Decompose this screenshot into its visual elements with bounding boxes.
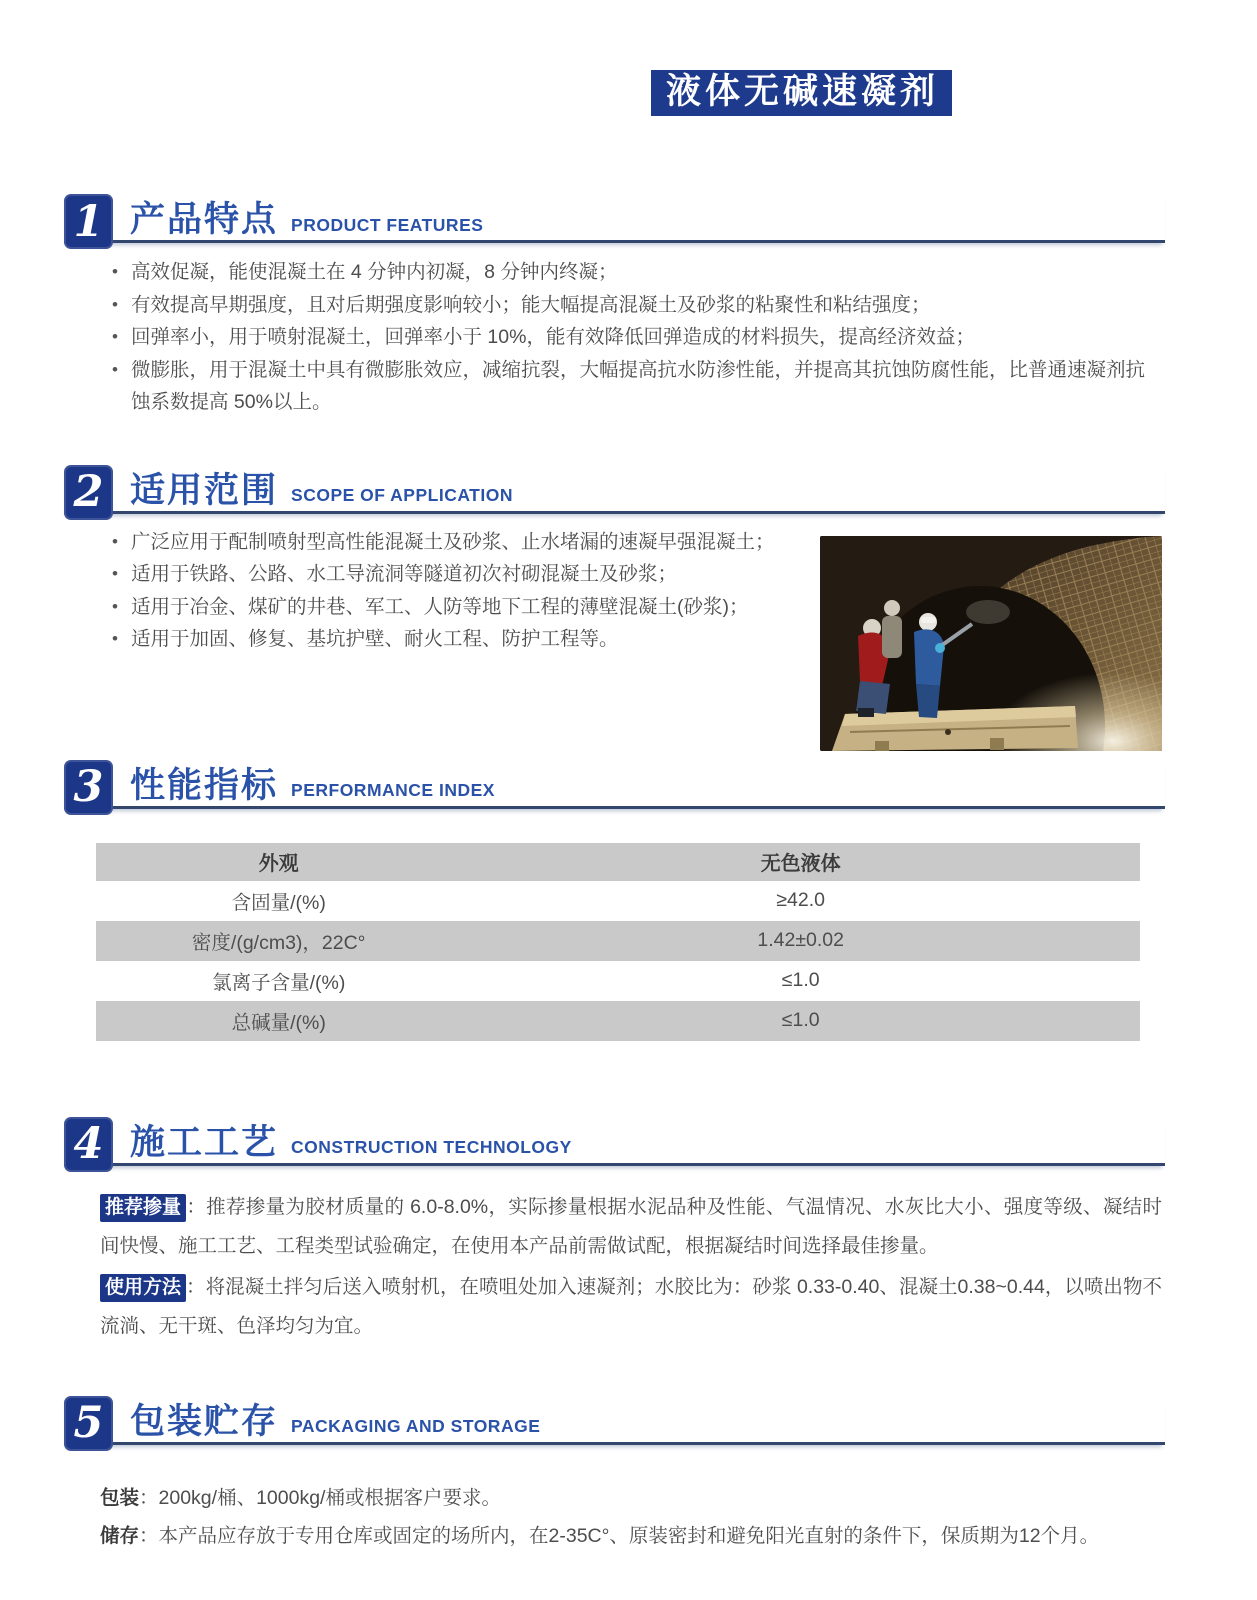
table-row: [96, 841, 1140, 881]
recommended-dosage-badge: 推荐掺量: [100, 1194, 186, 1222]
bullet-item: • 适用于冶金、煤矿的井巷、军工、人防等地下工程的薄壁混凝土(砂浆)；: [112, 591, 820, 624]
tunnel-shotcrete-photo: [820, 536, 1162, 751]
section-1-bullet-list: [112, 256, 1162, 419]
section-3-title-zh: 性能指标: [130, 765, 279, 805]
spec-value-cell: ≥42.0: [776, 889, 826, 911]
section-2-title-zh: 适用范围: [130, 470, 279, 510]
section-5-title-zh: 包装贮存: [130, 1401, 279, 1441]
usage-method-text: ：将混凝土拌匀后送入喷射机，在喷咀处加入速凝剂；水胶比为：砂浆 0.33-0.40、混凝土0.38~0.44，以喷出物不流淌、无干斑、色泽均匀为宜。: [100, 1275, 1162, 1337]
recommended-dosage-text: ：推荐掺量为胶材质量的 6.0-8.0%，实际掺量根据水泥品种及性能、气温情况、水灰比大小、强度等级、凝结时间快慢、施工工艺、工程类型试验确定，在使用本产品前需做试配，根据凝结时间选择最佳掺量。: [100, 1195, 1162, 1257]
table-row: [96, 1001, 1140, 1041]
bullet-item: • 广泛应用于配制喷射型高性能混凝土及砂浆、止水堵漏的速凝早强混凝土；: [112, 526, 820, 559]
section-2-content: [112, 524, 1162, 751]
section-2-bullet-list: [112, 524, 820, 751]
spec-value-cell: 1.42±0.02: [461, 921, 1140, 961]
section-3-title-en: PERFORMANCE INDEX: [291, 780, 495, 800]
section-1-title-zh: 产品特点: [130, 200, 279, 239]
spec-value-cell: 无色液体: [461, 841, 1140, 881]
section-4-header: [64, 1117, 1165, 1169]
storage-text: ：本产品应存放于专用仓库或固定的场所内，在2-35C°、原装密封和避免阳光直射的条件下，保质期为12个月。: [139, 1524, 1100, 1547]
section-1-header: [64, 194, 1165, 247]
section-5-title-en: PACKAGING AND STORAGE: [291, 1416, 541, 1436]
packaging-text: ：200kg/桶、1000kg/桶或根据客户要求。: [139, 1486, 501, 1509]
packaging-storage-block: [100, 1479, 1162, 1555]
title-row: [0, 0, 1257, 116]
tunnel-scene-illustration: [820, 536, 1162, 751]
bullet-item: • 微膨胀，用于混凝土中具有微膨胀效应，减缩抗裂，大幅提高抗水防渗性能，并提高其抗蚀防腐性能，比普通速凝剂抗蚀系数提高 50%以上。: [112, 354, 1162, 419]
table-row: [96, 881, 1140, 921]
section-4-number-badge: 4: [64, 1117, 113, 1172]
section-2-title-en: SCOPE OF APPLICATION: [291, 485, 513, 505]
bullet-item: • 适用于加固、修复、基坑护壁、耐火工程、防护工程等。: [112, 623, 820, 656]
section-4-title-zh: 施工工艺: [130, 1122, 279, 1162]
section-2-number-badge: 2: [64, 465, 113, 520]
spec-name-cell: 含固量/(%): [231, 891, 326, 914]
section-1-title-en: PRODUCT FEATURES: [291, 214, 484, 235]
packaging-line: [100, 1479, 1162, 1517]
usage-method-badge: 使用方法: [100, 1274, 186, 1302]
table-row: [96, 961, 1140, 1001]
spec-name-cell: 外观: [96, 841, 461, 881]
storage-label: 储存: [100, 1524, 140, 1547]
bullet-item: • 回弹率小，用于喷射混凝土，回弹率小于 10%，能有效降低回弹造成的材料损失，提高经济效益；: [112, 321, 1162, 354]
bullet-item: • 有效提高早期强度，且对后期强度影响较小；能大幅提高混凝土及砂浆的粘聚性和粘结强度；: [112, 289, 1162, 322]
construction-technology-block: [100, 1188, 1162, 1346]
packaging-label: 包装: [100, 1486, 140, 1509]
section-5-header: [64, 1396, 1165, 1448]
spec-name-cell: 密度/(g/cm3)，22C°: [96, 921, 461, 961]
spec-value-cell: ≤1.0: [461, 1001, 1140, 1041]
spec-name-cell: 氯离子含量/(%): [212, 971, 346, 994]
performance-index-table: [96, 839, 1140, 1041]
spec-value-cell: ≤1.0: [781, 969, 820, 991]
storage-line: [100, 1517, 1162, 1555]
recommended-dosage-paragraph: [100, 1188, 1162, 1266]
section-1-number-badge: 1: [64, 194, 113, 249]
section-4-title-en: CONSTRUCTION TECHNOLOGY: [291, 1137, 572, 1157]
bullet-item: • 适用于铁路、公路、水工导流洞等隧道初次衬砌混凝土及砂浆；: [112, 558, 820, 591]
section-3-header: [64, 760, 1165, 812]
section-2-header: [64, 465, 1165, 517]
section-3-number-badge: 3: [64, 760, 113, 815]
usage-method-paragraph: [100, 1268, 1162, 1346]
section-5-number-badge: 5: [64, 1396, 113, 1451]
table-row: [96, 921, 1140, 961]
bullet-item: • 高效促凝，能使混凝土在 4 分钟内初凝，8 分钟内终凝；: [112, 256, 1162, 289]
page-title: 液体无碱速凝剂: [651, 70, 952, 116]
spec-name-cell: 总碱量/(%): [96, 1001, 461, 1041]
